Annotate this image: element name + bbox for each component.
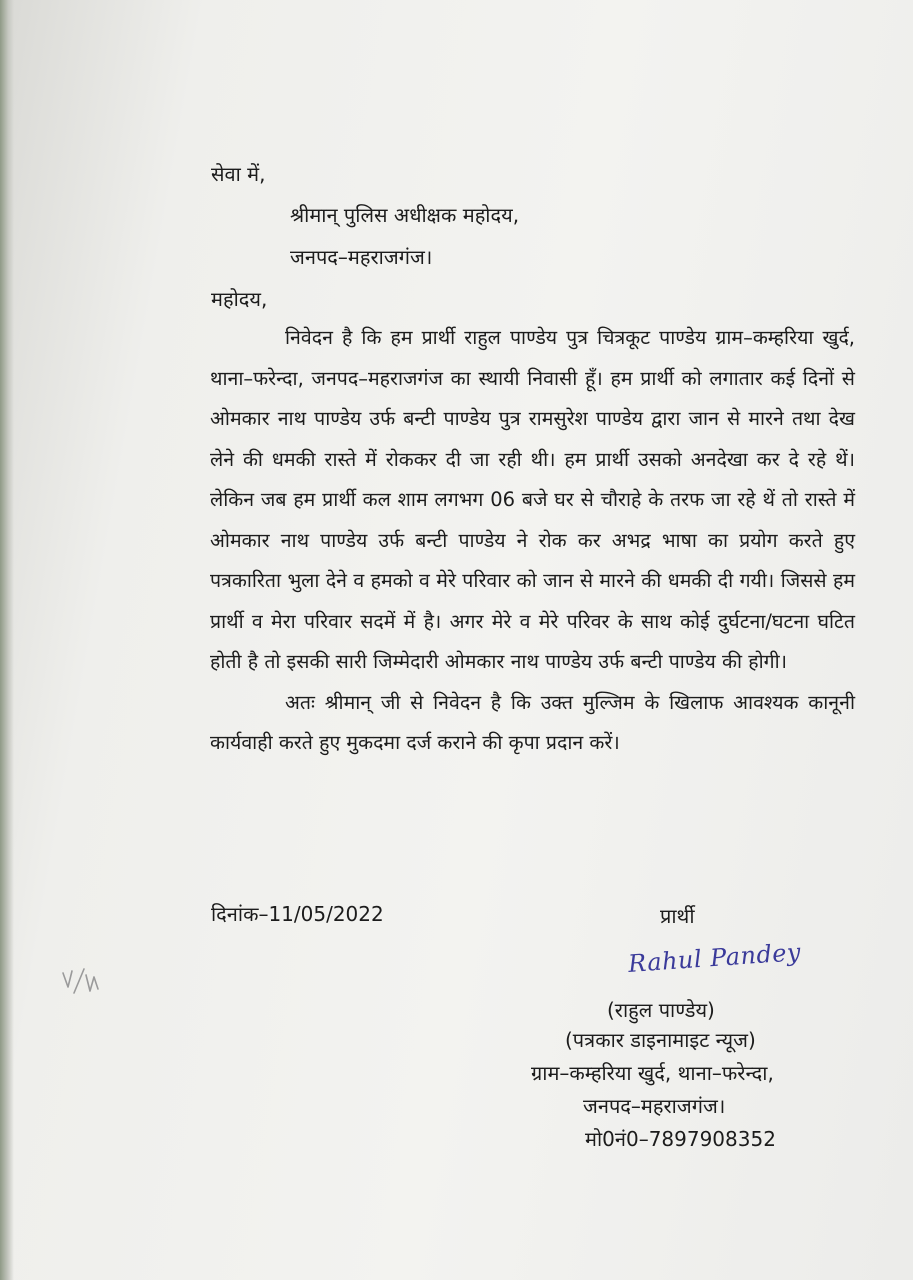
paragraph-2: अतः श्रीमान् जी से निवेदन है कि उक्त मुल्जिम के खिलाफ आवश्यक कानूनी कार्यवाही करते हुए मुकदमा दर्ज कराने की कृपा प्रदान करें।: [210, 690, 855, 754]
handwritten-signature: Rahul Pandey: [627, 937, 802, 979]
sender-designation: (पत्रकार डाइनामाइट न्यूज): [565, 1028, 756, 1052]
sender-address-2: जनपद–महराजगंज।: [583, 1094, 726, 1118]
greeting: महोदय,: [211, 287, 268, 311]
salutation-to: सेवा में,: [211, 162, 266, 186]
sender-phone: मो0नं0–7897908352: [585, 1127, 776, 1151]
letter-body: [210, 318, 855, 764]
date: दिनांक–11/05/2022: [211, 902, 384, 926]
recipient-line-1: श्रीमान् पुलिस अधीक्षक महोदय,: [290, 203, 520, 227]
margin-scribble-mark: [60, 965, 110, 1005]
sender-address-1: ग्राम–कम्हरिया खुर्द, थाना–फरेन्दा,: [531, 1061, 774, 1085]
page-edge-shadow: [0, 0, 14, 1280]
sender-name: (राहुल पाण्डेय): [607, 998, 715, 1022]
applicant-label: प्रार्थी: [660, 904, 695, 928]
recipient-line-2: जनपद–महराजगंज।: [290, 245, 433, 269]
paragraph-1: निवेदन है कि हम प्रार्थी राहुल पाण्डेय पुत्र चित्रकूट पाण्डेय ग्राम–कम्हरिया खुर्द, थाना–फरेन्दा, जनपद–महराजगंज का स्थायी निवासी हूँ। हम प्रार्थी को लगातार कई दिनों से ओमकार नाथ पाण्डेय उर्फ बन्टी पाण्डेय पुत्र रामसुरेश पाण्डेय द्वारा जान से मारने तथा देख लेने की धमकी रास्ते में रोककर दी जा रही थी। हम प्रार्थी उसको अनदेखा कर दे रहे थें। लेकिन जब हम प्रार्थी कल शाम लगभग 06 बजे घर से चौराहे के तरफ जा रहे थें तो रास्ते में ओमकार नाथ पाण्डेय उर्फ बन्टी पाण्डेय ने रोक कर अभद्र भाषा का प्रयोग करते हुए पत्रकारिता भुला देने व हमको व मेरे परिवार को जान से मारने की धमकी दी गयी। जिससे हम प्रार्थी व मेरा परिवार सदमें में है। अगर मेरे व मेरे परिवर के साथ कोई दुर्घटना/घटना घटित होती है तो इसकी सारी जिम्मेदारी ओमकार नाथ पाण्डेय उर्फ बन्टी पाण्डेय की होगी।: [210, 326, 855, 673]
